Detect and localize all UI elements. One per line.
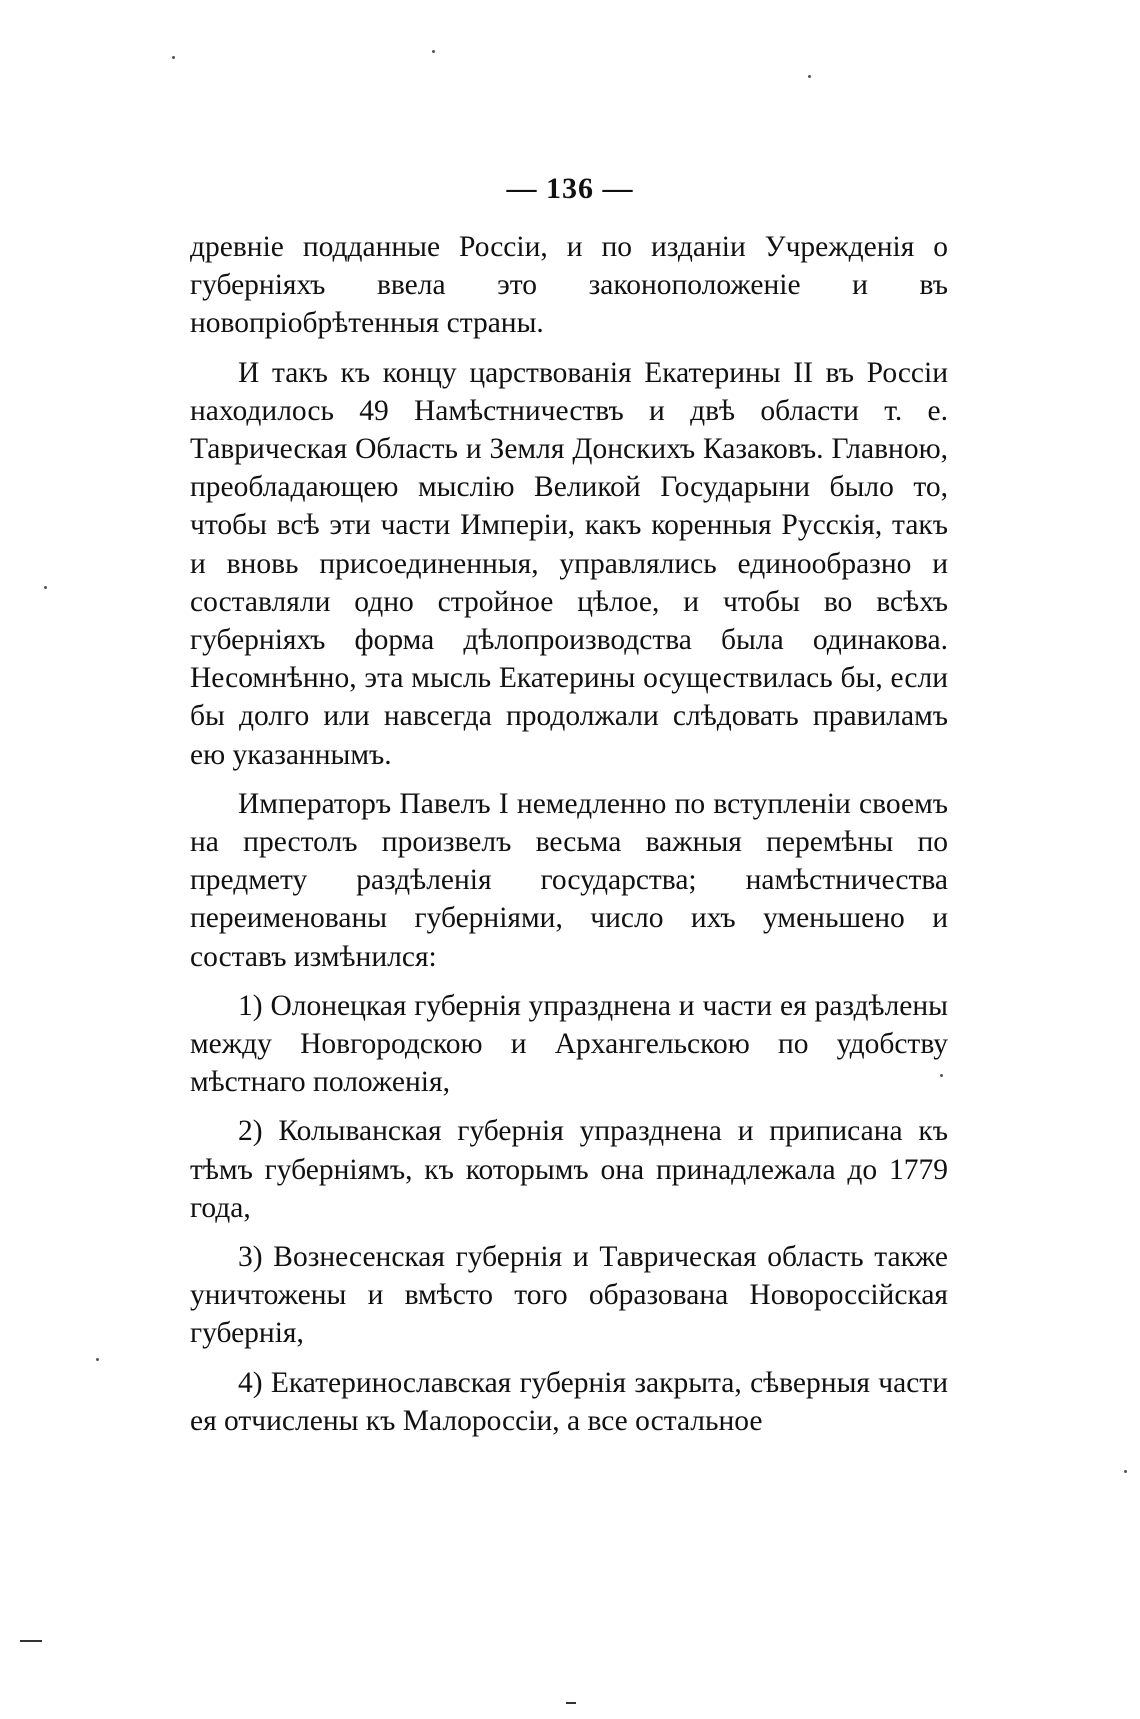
scan-speck	[1124, 1470, 1127, 1473]
scan-speck	[808, 75, 811, 78]
scan-speck	[44, 586, 47, 589]
paragraph-paul: Императоръ Павелъ I немедленно по вступленіи своемъ на престолъ произвелъ весьма важныя перемѣны по предмету раздѣленія государства; намѣстничества переименованы губерніями, число ихъ уменьшено и составъ измѣнился:	[190, 787, 948, 973]
list-item-4: 4) Екатеринославская губернія закрыта, сѣверныя части ея отчислены къ Малороссіи, а все остальное	[190, 1366, 948, 1437]
scan-speck	[172, 56, 175, 59]
scan-speck	[940, 1074, 943, 1077]
list-item-2: 2) Колыванская губернія упразднена и приписана къ тѣмъ губерніямъ, къ которымъ она принадлежала до 1779 года,	[190, 1115, 948, 1224]
scan-mark	[20, 1640, 42, 1642]
scan-speck	[432, 50, 435, 53]
paragraph-catherine: И такъ къ концу царствованія Екатерины II въ Россіи находилось 49 Намѣстничествъ и двѣ области т. е. Таврическая Область и Земля Донскихъ Казаковъ. Главною, преобладающею мыслію Великой Государыни было то, чтобы всѣ эти части Имперіи, какъ коренныя Русскія, такъ и вновь присоединенныя, управлялись единообразно и составляли одно стройное цѣлое, и чтобы во всѣхъ губерніяхъ форма дѣлопроизводства была одинакова. Несомнѣнно, эта мысль Екатерины осуществилась бы, если бы долго или навсегда продолжали слѣдовать правиламъ ею указаннымъ.	[190, 356, 948, 771]
page-number: — 136 —	[506, 172, 634, 205]
paragraph-continuation: древніе подданные Россіи, и по изданіи Учрежденія о губерніяхъ ввела это законоположеніе и въ новопріобрѣтенныя страны.	[190, 231, 948, 340]
list-item-1: 1) Олонецкая губернія упразднена и части ея раздѣлены между Новгородскою и Архангельскою по удобству мѣстнаго положенія,	[190, 989, 948, 1099]
scan-speck	[96, 1358, 99, 1361]
list-item-3: 3) Вознесенская губернія и Таврическая область также уничтожены и вмѣсто того образована Новороссійская губернія,	[190, 1241, 948, 1350]
body-text	[190, 228, 948, 1451]
scan-mark	[566, 1702, 576, 1704]
